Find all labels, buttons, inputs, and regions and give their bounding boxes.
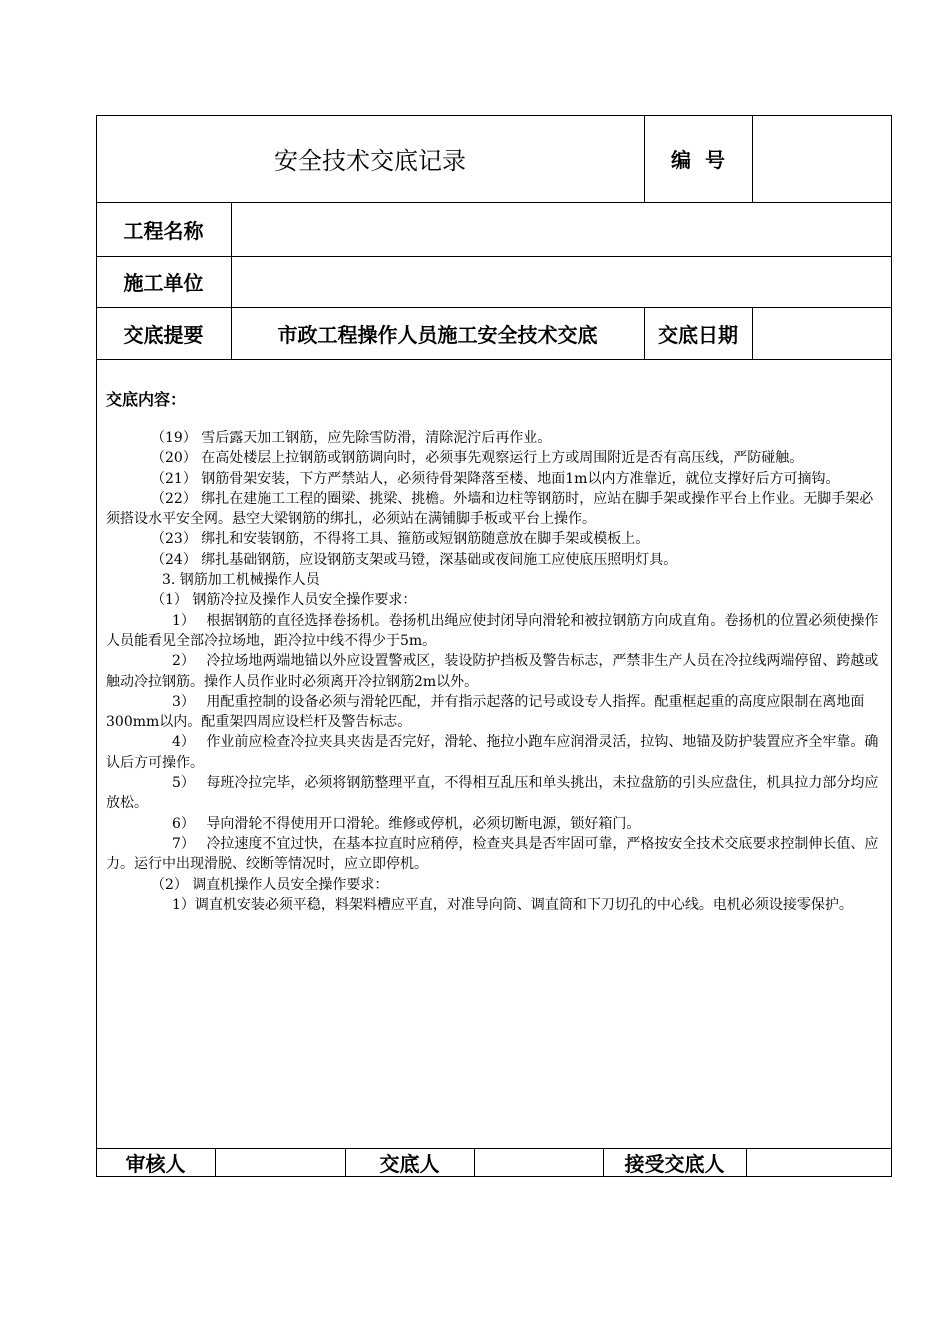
content-paragraph: 2） 冷拉场地两端地锚以外应设置警戒区，装设防护挡板及警告标志，严禁非生产人员在冷拉线两端停留、跨越或触动冷拉钢筋。操作人员作业时必须离开冷拉钢筋2m以外。: [106, 653, 879, 690]
content-paragraph: 4） 作业前应检查冷拉夹具夹齿是否完好，滑轮、拖拉小跑车应润滑灵活，拉钩、地锚及防护装置应齐全牢靠。确认后方可操作。: [106, 734, 879, 771]
row-divider: [96, 359, 892, 360]
content-paragraph: （2） 调直机操作人员安全操作要求：: [151, 876, 389, 893]
project-name-label: 工程名称: [123, 218, 204, 243]
date-field[interactable]: [752, 307, 892, 359]
receiver-field[interactable]: [746, 1148, 892, 1177]
number-field[interactable]: [752, 115, 892, 202]
content-label: 交底内容：: [106, 390, 187, 409]
content-section-heading: 3. 钢筋加工机械操作人员: [162, 572, 320, 589]
content-paragraph: 7） 冷拉速度不宜过快，在基本拉直时应稍停，检查夹具是否牢固可靠，严格按安全技术交底要求控制伸长值、应力。运行中出现滑脱、绞断等情况时，应立即停机。: [106, 835, 879, 873]
summary-value: 市政工程操作人员施工安全技术交底: [277, 322, 598, 347]
content-paragraph: （23） 绑扎和安装钢筋，不得将工具、箍筋或短钢筋随意放在脚手架或模板上。: [151, 531, 650, 548]
content-paragraph: 1） 根据钢筋的直径选择卷扬机。卷扬机出绳应使封闭导向滑轮和被拉钢筋方向成直角。卷扬机的位置必须使操作人员能看见全部冷拉场地，距冷拉中线不得少于5m。: [106, 612, 879, 649]
page-title: 安全技术交底记录: [274, 147, 466, 175]
content-paragraph: （24） 绑扎基础钢筋，应设钢筋支架或马镫，深基础或夜间施工应使底压照明灯具。: [151, 551, 678, 568]
content-paragraph: 5） 每班冷拉完毕，必须将钢筋整理平直，不得相互乱压和单头挑出，未拉盘筋的引头应盘住，机具拉力部分均应放松。: [106, 775, 879, 812]
discloser-label: 交底人: [379, 1152, 440, 1176]
date-label: 交底日期: [658, 322, 738, 347]
summary-label: 交底提要: [123, 322, 204, 347]
construction-unit-field[interactable]: [231, 256, 892, 307]
content-body: [106, 428, 886, 915]
content-paragraph: 6） 导向滑轮不得使用开口滑轮。维修或停机，必须切断电源，锁好箱门。: [172, 815, 641, 832]
content-paragraph: （22） 绑扎在建施工工程的圈梁、挑梁、挑檐。外墙和边柱等钢筋时，应站在脚手架或操作平台上作业。无脚手架必须搭设水平安全网。悬空大梁钢筋的绑扎，必须站在满铺脚手板或平台上操作。: [106, 490, 874, 528]
content-paragraph: （1） 钢筋冷拉及操作人员安全操作要求：: [151, 592, 417, 609]
number-label: 编 号: [671, 148, 725, 172]
project-name-field[interactable]: [231, 202, 892, 256]
content-paragraph: （21） 钢筋骨架安装，下方严禁站人，必须待骨架降落至楼、地面1m以内方准靠近，就位支撑好后方可摘钩。: [151, 470, 840, 487]
reviewer-label: 审核人: [125, 1152, 186, 1176]
content-paragraph: 3） 用配重控制的设备必须与滑轮匹配，并有指示起落的记号或设专人指挥。配重框起重的高度应限制在离地面300mm以内。配重架四周应设栏杆及警告标志。: [106, 693, 865, 731]
discloser-field[interactable]: [474, 1148, 603, 1177]
content-paragraph: 1）调直机安装必须平稳，料架料槽应平直，对准导向筒、调直筒和下刀切孔的中心线。电机必须设接零保护。: [172, 896, 853, 913]
receiver-label: 接受交底人: [624, 1152, 725, 1176]
content-paragraph: （20） 在高处楼层上拉钢筋或钢筋调向时，必须事先观察运行上方或周围附近是否有高压线，严防碰触。: [151, 450, 804, 467]
content-paragraph: （19） 雪后露天加工钢筋，应先除雪防滑，清除泥泞后再作业。: [151, 430, 552, 446]
construction-unit-label: 施工单位: [123, 271, 204, 295]
reviewer-field[interactable]: [215, 1148, 345, 1177]
